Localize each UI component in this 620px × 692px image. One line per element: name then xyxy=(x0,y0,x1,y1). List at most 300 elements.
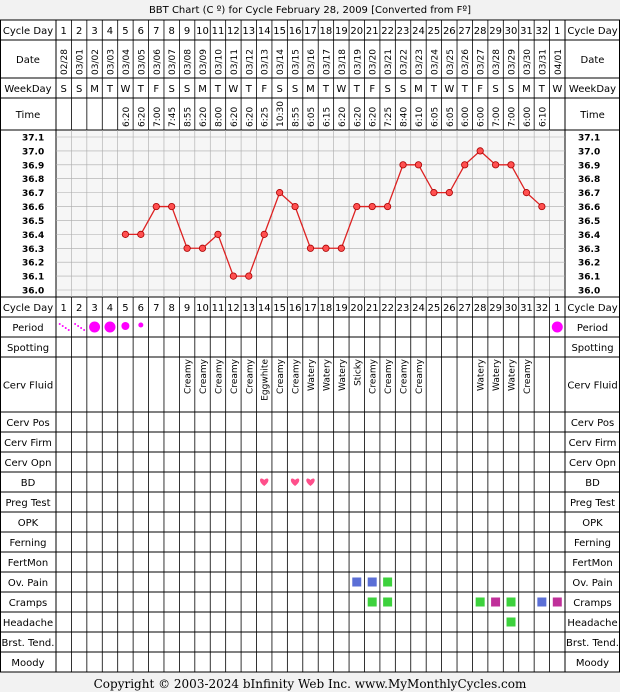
time-label: 7:00 xyxy=(507,106,518,127)
y-tick-label-left: 36.2 xyxy=(22,258,45,269)
period-spot-mark xyxy=(59,323,61,325)
date-label: 03/22 xyxy=(399,49,410,75)
cycle-day-number: 3 xyxy=(91,26,98,37)
ov-pain-mark xyxy=(368,578,377,587)
cycle-day-number: 27 xyxy=(458,303,472,314)
time-label: 6:20 xyxy=(337,106,348,127)
bbt-point xyxy=(415,162,421,168)
row-label-fertmon: FertMon xyxy=(7,558,49,569)
weekday-letter: T xyxy=(137,84,144,95)
time-label: 6:00 xyxy=(522,106,533,127)
cycle-day-number: 16 xyxy=(288,303,302,314)
period-spot-mark xyxy=(80,327,82,329)
weekday-letter: F xyxy=(153,84,160,95)
row-label-cycle-day: Cycle Day xyxy=(2,26,54,37)
time-label: 6:20 xyxy=(137,106,148,127)
date-label: 03/19 xyxy=(353,49,364,75)
bbt-point xyxy=(523,189,529,195)
row-label-right-ferning: Ferning xyxy=(573,538,612,549)
cycle-day-number: 1 xyxy=(554,303,561,314)
cerv-fluid-label: Creamy xyxy=(414,359,425,394)
bbt-point xyxy=(508,162,514,168)
date-label: 03/01 xyxy=(75,49,86,75)
time-label: 6:15 xyxy=(322,106,333,127)
time-label: 6:05 xyxy=(430,106,441,127)
cycle-day-number: 18 xyxy=(319,26,333,37)
date-label: 03/09 xyxy=(199,49,210,75)
weekday-letter: M xyxy=(90,84,99,95)
y-tick-label-left: 36.0 xyxy=(22,286,45,297)
cycle-day-number: 25 xyxy=(427,26,441,37)
weekday-letter: S xyxy=(291,84,299,95)
date-label: 03/24 xyxy=(430,49,441,75)
date-label: 03/31 xyxy=(538,49,549,75)
date-label: 03/18 xyxy=(337,49,348,75)
weekday-letter: M xyxy=(522,84,531,95)
cycle-day-number: 27 xyxy=(458,26,472,37)
cycle-day-number: 19 xyxy=(334,303,348,314)
row-label-right-fertmon: FertMon xyxy=(572,558,613,569)
cycle-day-number: 6 xyxy=(137,26,145,37)
cycle-day-number: 6 xyxy=(137,303,145,314)
row-label-cerv-opn: Cerv Opn xyxy=(4,458,52,469)
bbt-point xyxy=(230,273,236,279)
date-label: 03/17 xyxy=(322,49,333,75)
cycle-day-number: 15 xyxy=(273,303,287,314)
cerv-fluid-label: Creamy xyxy=(384,359,395,394)
y-tick-label-right: 36.7 xyxy=(578,189,601,200)
y-tick-label-left: 37.0 xyxy=(22,147,45,158)
cycle-day-number: 17 xyxy=(304,26,317,37)
bbt-point xyxy=(462,162,468,168)
cerv-fluid-label: Creamy xyxy=(399,359,410,394)
cycle-day-number: 4 xyxy=(106,303,114,314)
period-spot-mark xyxy=(68,329,70,331)
period-spot-mark xyxy=(77,325,79,327)
weekday-letter: W xyxy=(120,84,131,95)
time-label: 10:30 xyxy=(276,101,287,127)
bbt-point xyxy=(122,231,128,237)
row-label-right-cerv-pos: Cerv Pos xyxy=(570,418,615,429)
y-tick-label-right: 37.0 xyxy=(578,147,601,158)
date-label: 04/01 xyxy=(553,49,564,75)
time-label: 6:20 xyxy=(353,106,364,127)
row-label-right-cerv-firm: Cerv Firm xyxy=(568,438,617,449)
bbt-point xyxy=(354,203,360,209)
row-label-right-cerv-opn: Cerv Opn xyxy=(569,458,616,469)
time-label: 6:00 xyxy=(476,106,487,127)
time-label: 7:25 xyxy=(384,106,395,127)
y-tick-label-right: 36.4 xyxy=(578,230,601,241)
cerv-fluid-label: Creamy xyxy=(229,359,240,394)
cerv-fluid-label: Creamy xyxy=(199,359,210,394)
bbt-point xyxy=(199,245,205,251)
bbt-point xyxy=(400,162,406,168)
weekday-letter: S xyxy=(399,84,407,95)
cycle-day-number: 9 xyxy=(183,26,191,37)
bbt-point xyxy=(477,148,483,154)
row-label-right-bd: BD xyxy=(585,478,600,489)
row-label-opk: OPK xyxy=(17,518,39,529)
bbt-point xyxy=(369,203,375,209)
cycle-day-number: 8 xyxy=(168,303,175,314)
cycle-day-number: 12 xyxy=(227,303,240,314)
period-flow-mark xyxy=(138,323,143,328)
y-tick-label-left: 37.1 xyxy=(22,133,45,144)
time-label: 8:40 xyxy=(399,106,410,127)
y-tick-label-left: 36.1 xyxy=(22,272,45,283)
date-label: 03/25 xyxy=(445,49,456,75)
weekday-letter: T xyxy=(353,84,360,95)
bbt-point xyxy=(153,203,159,209)
cramps-mark xyxy=(491,598,500,607)
y-tick-label-right: 36.9 xyxy=(578,161,601,172)
period-flow-mark xyxy=(121,322,129,330)
cycle-day-number: 7 xyxy=(153,303,160,314)
cycle-day-number: 25 xyxy=(427,303,441,314)
cycle-day-number: 3 xyxy=(91,303,98,314)
weekday-letter: F xyxy=(261,84,268,95)
cycle-day-number: 14 xyxy=(257,303,271,314)
bbt-point xyxy=(384,203,390,209)
y-tick-label-right: 36.3 xyxy=(578,244,601,255)
time-label: 6:10 xyxy=(538,106,549,127)
cramps-mark xyxy=(383,598,392,607)
row-label-weekday: WeekDay xyxy=(4,84,52,95)
cerv-fluid-label: Creamy xyxy=(291,359,302,394)
weekday-letter: F xyxy=(369,84,376,95)
cerv-fluid-label: Creamy xyxy=(183,359,194,394)
cycle-day-number: 19 xyxy=(334,26,348,37)
bbt-point xyxy=(307,245,313,251)
date-label: 03/26 xyxy=(461,49,472,75)
cycle-day-number: 30 xyxy=(504,26,518,37)
y-tick-label-left: 36.3 xyxy=(22,244,45,255)
time-label: 8:55 xyxy=(291,106,302,127)
cycle-day-number: 20 xyxy=(350,26,364,37)
cramps-mark xyxy=(476,598,485,607)
y-tick-label-right: 36.0 xyxy=(578,286,601,297)
cycle-day-number: 1 xyxy=(554,26,561,37)
row-label-date: Date xyxy=(16,55,40,66)
period-spot-mark xyxy=(83,329,85,331)
cycle-day-number: 18 xyxy=(319,303,333,314)
cerv-fluid-label: Sticky xyxy=(353,359,364,386)
period-flow-mark xyxy=(104,322,115,333)
cerv-fluid-label: Watery xyxy=(507,359,518,391)
row-label-cerv-fluid: Cerv Fluid xyxy=(2,380,54,392)
bbt-point xyxy=(492,162,498,168)
weekday-letter: S xyxy=(183,84,191,95)
time-label: 6:20 xyxy=(245,106,256,127)
row-label-right-period: Period xyxy=(576,323,609,334)
weekday-letter: S xyxy=(60,84,67,95)
cycle-day-number: 26 xyxy=(442,303,456,314)
cycle-day-number: 28 xyxy=(473,303,487,314)
cerv-fluid-label: Watery xyxy=(337,359,348,391)
cycle-day-number: 22 xyxy=(381,303,394,314)
row-label-right-brst-tend: Brst. Tend. xyxy=(566,638,619,649)
date-label: 03/11 xyxy=(229,49,240,75)
cycle-day-number: 8 xyxy=(168,26,175,37)
row-label-spotting: Spotting xyxy=(6,343,50,354)
weekday-letter: W xyxy=(552,84,563,95)
bbt-point xyxy=(246,273,252,279)
date-label: 03/03 xyxy=(106,49,117,75)
y-tick-label-left: 36.6 xyxy=(22,203,45,214)
bbt-point xyxy=(168,203,174,209)
cycle-day-number: 13 xyxy=(242,26,256,37)
cycle-day-number: 2 xyxy=(75,26,83,37)
cycle-day-number: 16 xyxy=(288,26,302,37)
cycle-day-number: 21 xyxy=(365,26,379,37)
weekday-letter: S xyxy=(168,84,175,95)
cycle-day-number: 13 xyxy=(242,303,256,314)
y-tick-label-left: 36.5 xyxy=(22,216,45,227)
weekday-letter: S xyxy=(384,84,391,95)
cramps-mark xyxy=(553,598,562,607)
time-label: 6:25 xyxy=(260,106,271,127)
weekday-letter: T xyxy=(538,84,545,95)
cycle-day-number: 9 xyxy=(183,303,191,314)
cerv-fluid-label: Creamy xyxy=(368,359,379,394)
y-tick-label-right: 37.1 xyxy=(578,133,601,144)
time-label: 7:00 xyxy=(152,106,163,127)
copyright-footer: Copyright © 2003-2024 bInfinity Web Inc. www.MyMonthlyCycles.com xyxy=(93,677,527,691)
weekday-letter: M xyxy=(198,84,207,95)
weekday-letter: T xyxy=(106,84,114,95)
ov-pain-mark xyxy=(352,578,361,587)
period-flow-mark xyxy=(89,322,100,333)
cycle-day-number: 5 xyxy=(122,26,129,37)
time-label: 6:10 xyxy=(414,106,425,127)
period-spot-mark xyxy=(62,325,64,327)
row-label-brst-tend: Brst. Tend. xyxy=(1,638,55,649)
row-label-period: Period xyxy=(12,323,44,334)
cycle-day-number: 10 xyxy=(196,303,209,314)
weekday-letter: M xyxy=(414,84,423,95)
row-label-right-cramps: Cramps xyxy=(573,598,612,609)
cerv-fluid-label: Watery xyxy=(307,359,317,391)
cycle-day-number: 26 xyxy=(442,26,456,37)
bbt-point xyxy=(323,245,329,251)
row-label-right-moody: Moody xyxy=(575,658,610,669)
headache-mark xyxy=(507,618,516,627)
y-tick-label-left: 36.4 xyxy=(22,230,45,241)
cycle-day-number: 4 xyxy=(106,26,114,37)
bbt-point xyxy=(215,231,221,237)
cerv-fluid-label: Watery xyxy=(476,358,487,391)
row-label-right-headache: Headache xyxy=(567,618,618,629)
weekday-letter: S xyxy=(507,84,515,95)
row-label-right-spotting: Spotting xyxy=(571,343,614,354)
weekday-letter: T xyxy=(322,84,329,95)
row-label-bd: BD xyxy=(20,478,36,489)
date-label: 03/06 xyxy=(152,49,163,75)
y-tick-label-left: 36.8 xyxy=(22,175,45,186)
cycle-day-number: 5 xyxy=(122,303,129,314)
cerv-fluid-label: Creamy xyxy=(245,359,256,394)
cerv-fluid-label: Watery xyxy=(322,359,333,391)
row-label-cramps: Cramps xyxy=(8,598,48,609)
row-label-right-opk: OPK xyxy=(582,518,603,529)
weekday-letter: T xyxy=(461,84,468,95)
date-label: 03/13 xyxy=(260,49,271,75)
cycle-day-number: 32 xyxy=(535,303,549,314)
cycle-day-number: 12 xyxy=(227,26,240,37)
row-label-right-ov-pain: Ov. Pain xyxy=(572,578,613,589)
y-tick-label-right: 36.2 xyxy=(578,258,601,269)
row-label-moody: Moody xyxy=(11,658,45,669)
cycle-day-number: 24 xyxy=(412,26,425,37)
time-label: 6:20 xyxy=(229,106,240,127)
date-label: 03/30 xyxy=(522,49,533,75)
date-label: 03/29 xyxy=(507,49,518,75)
date-label: 03/02 xyxy=(91,49,102,75)
row-label-cerv-firm: Cerv Firm xyxy=(4,438,52,449)
cerv-fluid-label: Eggwhite xyxy=(260,359,271,401)
date-label: 03/05 xyxy=(137,49,148,75)
weekday-letter: W xyxy=(336,84,347,95)
weekday-letter: T xyxy=(245,84,252,95)
weekday-letter: T xyxy=(214,84,222,95)
row-label-right-cycle-day: Cycle Day xyxy=(567,303,618,314)
bbt-point xyxy=(184,245,190,251)
row-label-right-cerv-fluid: Cerv Fluid xyxy=(567,380,618,392)
cycle-day-number: 24 xyxy=(412,303,425,314)
cycle-day-number: 32 xyxy=(535,26,549,37)
date-label: 03/20 xyxy=(368,49,379,75)
row-label-right-time: Time xyxy=(580,110,605,121)
bbt-point xyxy=(138,231,144,237)
cerv-fluid-label: Creamy xyxy=(522,359,533,394)
bbt-point xyxy=(292,203,298,209)
row-label-cycle-day: Cycle Day xyxy=(2,303,54,314)
date-label: 03/21 xyxy=(384,49,395,75)
time-label: 8:55 xyxy=(183,106,194,127)
y-tick-label-left: 36.7 xyxy=(22,189,45,200)
row-label-headache: Headache xyxy=(2,618,54,629)
bbt-point xyxy=(446,189,452,195)
cycle-day-number: 31 xyxy=(520,26,533,37)
date-label: 03/07 xyxy=(168,49,179,75)
chart-title: BBT Chart (C º) for Cycle February 28, 2009 [Converted from Fº] xyxy=(148,5,472,16)
cycle-day-number: 11 xyxy=(211,26,225,37)
bbt-point xyxy=(539,203,545,209)
cycle-day-number: 21 xyxy=(365,303,379,314)
cycle-day-number: 23 xyxy=(396,26,410,37)
cycle-day-number: 17 xyxy=(304,303,317,314)
period-spot-mark xyxy=(74,323,76,325)
row-label-ferning: Ferning xyxy=(9,538,47,549)
cerv-fluid-label: Creamy xyxy=(214,359,225,394)
date-label: 03/28 xyxy=(492,49,503,75)
date-label: 03/16 xyxy=(307,49,317,75)
cramps-mark xyxy=(537,598,546,607)
date-label: 03/14 xyxy=(276,49,287,75)
weekday-letter: W xyxy=(228,84,239,95)
y-tick-label-right: 36.8 xyxy=(578,175,601,186)
cycle-day-number: 28 xyxy=(473,26,487,37)
row-label-cerv-pos: Cerv Pos xyxy=(6,418,50,429)
y-tick-label-right: 36.6 xyxy=(578,203,601,214)
time-label: 6:20 xyxy=(199,106,210,127)
cerv-fluid-label: Watery xyxy=(492,359,503,391)
cycle-day-number: 29 xyxy=(489,26,502,37)
time-label: 6:05 xyxy=(307,106,317,127)
date-label: 03/04 xyxy=(121,49,132,75)
date-label: 03/12 xyxy=(245,49,256,75)
period-spot-mark xyxy=(65,327,67,329)
row-label-right-preg-test: Preg Test xyxy=(569,498,616,509)
cycle-day-number: 10 xyxy=(196,26,209,37)
time-label: 6:20 xyxy=(368,106,379,127)
bbt-point xyxy=(276,189,282,195)
period-flow-mark xyxy=(552,322,563,333)
time-label: 6:00 xyxy=(461,106,472,127)
weekday-letter: W xyxy=(444,84,455,95)
time-label: 6:05 xyxy=(445,106,456,127)
row-label-right-weekday: WeekDay xyxy=(568,84,617,95)
time-label: 7:45 xyxy=(168,106,179,127)
date-label: 03/08 xyxy=(183,49,194,75)
date-label: 03/10 xyxy=(214,49,225,75)
cycle-day-number: 31 xyxy=(520,303,533,314)
time-label: 8:00 xyxy=(214,106,225,127)
time-label: 6:20 xyxy=(121,106,132,127)
cycle-day-number: 20 xyxy=(350,303,364,314)
date-label: 03/15 xyxy=(291,49,302,75)
date-label: 03/27 xyxy=(476,49,487,75)
cycle-day-number: 1 xyxy=(60,26,67,37)
row-label-time: Time xyxy=(15,110,41,121)
cycle-day-number: 2 xyxy=(75,303,83,314)
cycle-day-number: 1 xyxy=(60,303,67,314)
cycle-day-number: 30 xyxy=(504,303,518,314)
cycle-day-number: 22 xyxy=(381,26,394,37)
cycle-day-number: 29 xyxy=(489,303,502,314)
cycle-day-number: 23 xyxy=(396,303,410,314)
row-label-preg-test: Preg Test xyxy=(5,498,51,509)
weekday-letter: S xyxy=(276,84,283,95)
cycle-day-number: 11 xyxy=(211,303,225,314)
date-label: 02/28 xyxy=(60,49,71,75)
bbt-point xyxy=(431,189,437,195)
weekday-letter: S xyxy=(492,84,499,95)
cramps-mark xyxy=(507,598,516,607)
row-label-right-date: Date xyxy=(580,55,605,66)
weekday-letter: S xyxy=(75,84,83,95)
y-tick-label-right: 36.1 xyxy=(578,272,601,283)
bbt-point xyxy=(338,245,344,251)
weekday-letter: M xyxy=(306,84,315,95)
y-tick-label-left: 36.9 xyxy=(22,161,45,172)
time-label: 7:00 xyxy=(492,106,503,127)
y-tick-label-right: 36.5 xyxy=(578,216,601,227)
ov-pain-mark xyxy=(383,578,392,587)
cerv-fluid-label: Creamy xyxy=(276,359,287,394)
cycle-day-number: 15 xyxy=(273,26,287,37)
row-label-ov-pain: Ov. Pain xyxy=(7,578,49,589)
row-label-right-cycle-day: Cycle Day xyxy=(567,26,618,37)
weekday-letter: F xyxy=(477,84,484,95)
cycle-day-number: 14 xyxy=(257,26,271,37)
weekday-letter: T xyxy=(430,84,437,95)
cycle-day-number: 7 xyxy=(153,26,160,37)
cramps-mark xyxy=(368,598,377,607)
bbt-point xyxy=(261,231,267,237)
date-label: 03/23 xyxy=(414,49,425,75)
